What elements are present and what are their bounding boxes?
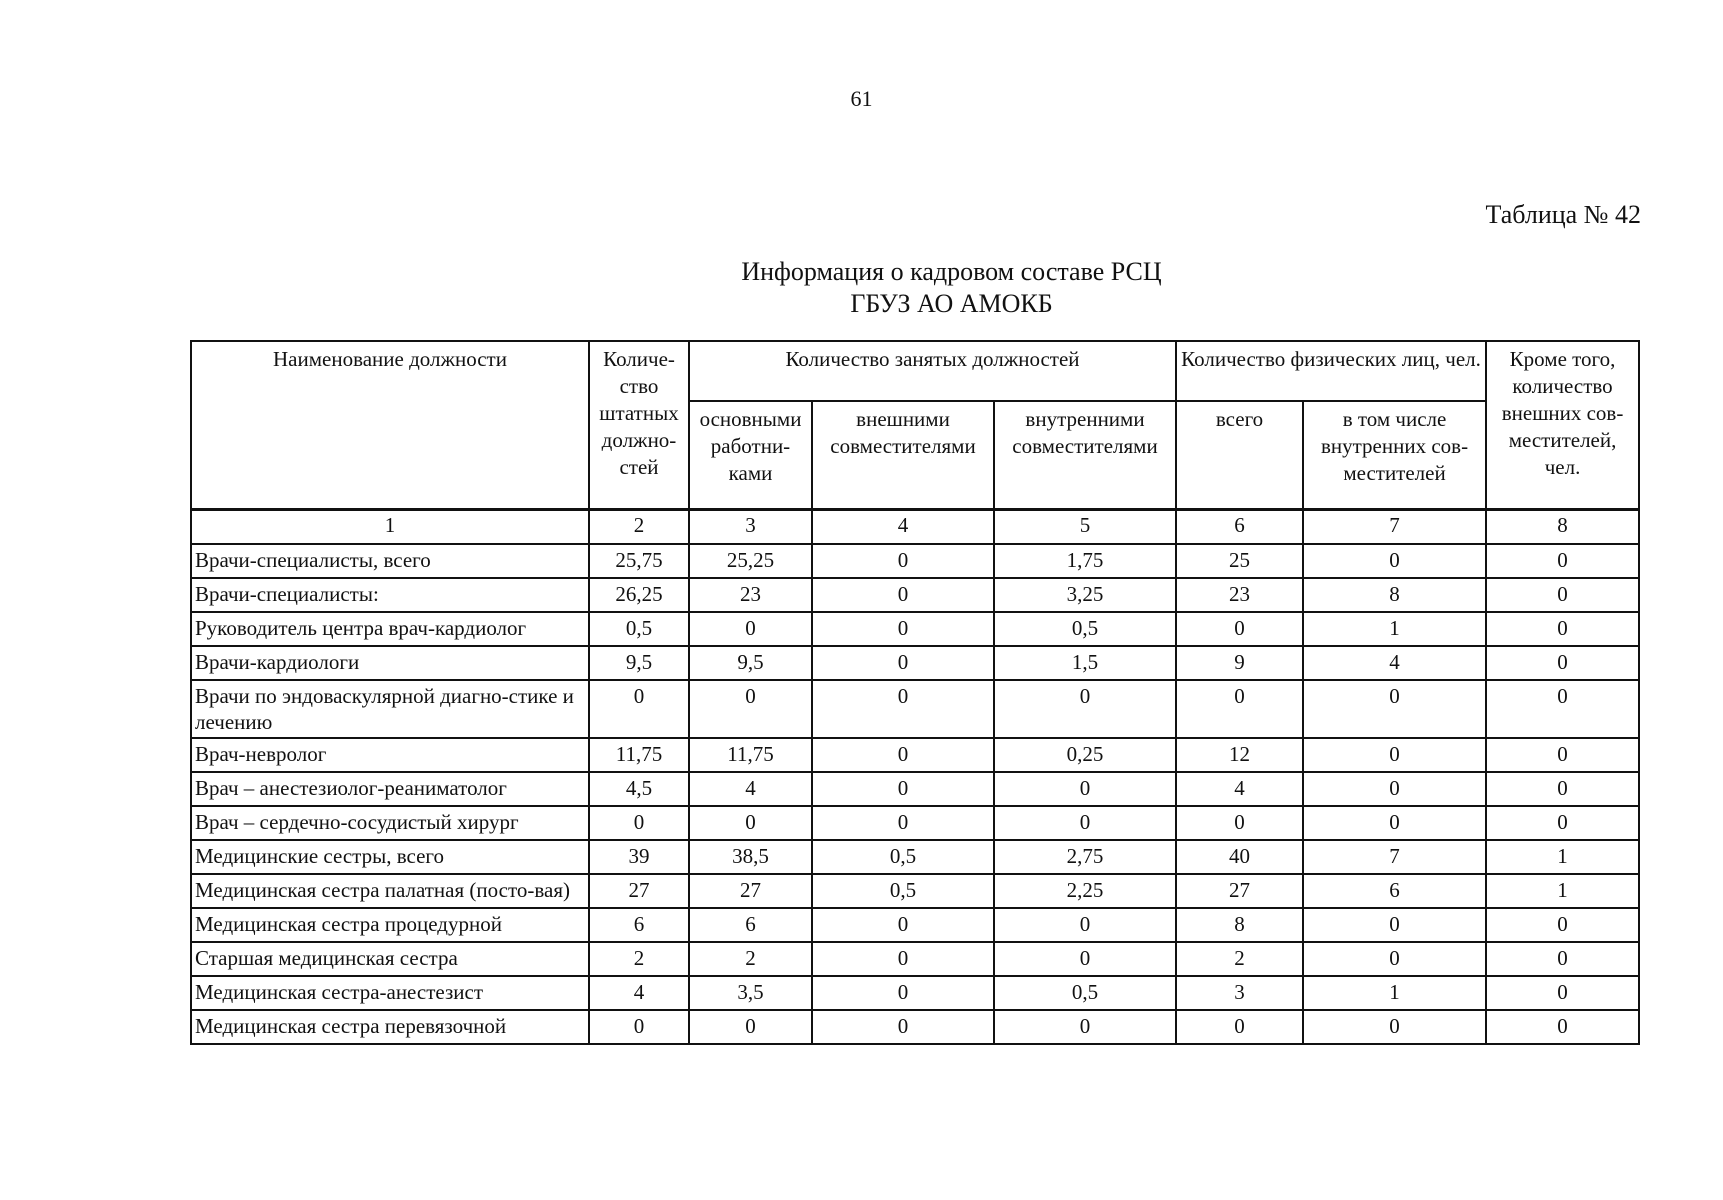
value-cell-c8: 0 — [1486, 976, 1639, 1010]
table-row — [191, 840, 1639, 874]
table-row — [191, 738, 1639, 772]
table-body — [191, 544, 1639, 1044]
value-cell-c3: 6 — [689, 908, 812, 942]
value-cell-c6: 0 — [1176, 612, 1303, 646]
header-occupied-external: внешними совместителями — [812, 401, 994, 510]
table-row — [191, 942, 1639, 976]
position-name-cell: Врачи-специалисты, всего — [191, 544, 589, 578]
value-cell-c5: 0,5 — [994, 612, 1176, 646]
table-label: Таблица № 42 — [1485, 200, 1641, 229]
value-cell-c7: 7 — [1303, 840, 1486, 874]
header-occupied-positions: Количество занятых должностей — [689, 341, 1176, 401]
value-cell-c5: 0 — [994, 680, 1176, 738]
header-extra-external: Кроме того, количество внешних сов-местителей, чел. — [1486, 341, 1639, 510]
value-cell-c6: 2 — [1176, 942, 1303, 976]
value-cell-c6: 23 — [1176, 578, 1303, 612]
value-cell-c7: 0 — [1303, 806, 1486, 840]
column-number: 4 — [812, 510, 994, 545]
value-cell-c7: 6 — [1303, 874, 1486, 908]
value-cell-c4: 0 — [812, 646, 994, 680]
value-cell-c2: 11,75 — [589, 738, 689, 772]
table-row — [191, 646, 1639, 680]
value-cell-c3: 4 — [689, 772, 812, 806]
header-staff-positions: Количе-ство штатных должно-стей — [589, 341, 689, 510]
column-number: 2 — [589, 510, 689, 545]
value-cell-c3: 23 — [689, 578, 812, 612]
value-cell-c5: 0 — [994, 806, 1176, 840]
value-cell-c4: 0 — [812, 612, 994, 646]
value-cell-c2: 0 — [589, 806, 689, 840]
value-cell-c6: 0 — [1176, 680, 1303, 738]
document-title — [0, 256, 1723, 320]
value-cell-c6: 4 — [1176, 772, 1303, 806]
value-cell-c2: 0 — [589, 680, 689, 738]
value-cell-c3: 0 — [689, 680, 812, 738]
value-cell-c8: 0 — [1486, 772, 1639, 806]
value-cell-c6: 0 — [1176, 1010, 1303, 1044]
column-number: 6 — [1176, 510, 1303, 545]
value-cell-c7: 0 — [1303, 908, 1486, 942]
value-cell-c3: 25,25 — [689, 544, 812, 578]
value-cell-c5: 1,75 — [994, 544, 1176, 578]
value-cell-c7: 0 — [1303, 772, 1486, 806]
value-cell-c4: 0 — [812, 578, 994, 612]
column-number: 7 — [1303, 510, 1486, 545]
value-cell-c3: 11,75 — [689, 738, 812, 772]
value-cell-c8: 1 — [1486, 874, 1639, 908]
value-cell-c4: 0 — [812, 976, 994, 1010]
value-cell-c6: 8 — [1176, 908, 1303, 942]
column-number: 1 — [191, 510, 589, 545]
value-cell-c8: 0 — [1486, 646, 1639, 680]
column-number: 5 — [994, 510, 1176, 545]
column-number: 3 — [689, 510, 812, 545]
table-row — [191, 612, 1639, 646]
value-cell-c5: 1,5 — [994, 646, 1176, 680]
header-persons-total: всего — [1176, 401, 1303, 510]
position-name-cell: Врач – сердечно-сосудистый хирург — [191, 806, 589, 840]
value-cell-c8: 0 — [1486, 738, 1639, 772]
value-cell-c2: 2 — [589, 942, 689, 976]
value-cell-c7: 0 — [1303, 680, 1486, 738]
staff-table — [190, 340, 1640, 1045]
position-name-cell: Врачи по эндоваскулярной диагно-стике и лечению — [191, 680, 589, 738]
value-cell-c3: 0 — [689, 612, 812, 646]
value-cell-c2: 0,5 — [589, 612, 689, 646]
value-cell-c3: 2 — [689, 942, 812, 976]
position-name-cell: Медицинская сестра перевязочной — [191, 1010, 589, 1044]
title-line-1: Информация о кадровом составе РСЦ — [741, 257, 1162, 286]
value-cell-c6: 25 — [1176, 544, 1303, 578]
value-cell-c3: 0 — [689, 1010, 812, 1044]
value-cell-c2: 26,25 — [589, 578, 689, 612]
value-cell-c6: 9 — [1176, 646, 1303, 680]
value-cell-c5: 0 — [994, 1010, 1176, 1044]
value-cell-c8: 1 — [1486, 840, 1639, 874]
value-cell-c2: 4 — [589, 976, 689, 1010]
position-name-cell: Врач – анестезиолог-реаниматолог — [191, 772, 589, 806]
header-physical-persons: Количество физических лиц, чел. — [1176, 341, 1486, 401]
table-row — [191, 680, 1639, 738]
value-cell-c8: 0 — [1486, 1010, 1639, 1044]
value-cell-c5: 2,25 — [994, 874, 1176, 908]
value-cell-c4: 0 — [812, 772, 994, 806]
header-occupied-internal: внутренними совместителями — [994, 401, 1176, 510]
header-persons-internal: в том числе внутренних сов-местителей — [1303, 401, 1486, 510]
value-cell-c4: 0 — [812, 942, 994, 976]
table-row — [191, 772, 1639, 806]
column-number: 8 — [1486, 510, 1639, 545]
value-cell-c6: 12 — [1176, 738, 1303, 772]
value-cell-c2: 0 — [589, 1010, 689, 1044]
value-cell-c2: 39 — [589, 840, 689, 874]
value-cell-c5: 0 — [994, 772, 1176, 806]
header-occupied-main: основными работни-ками — [689, 401, 812, 510]
table-row — [191, 806, 1639, 840]
value-cell-c7: 0 — [1303, 942, 1486, 976]
value-cell-c4: 0 — [812, 806, 994, 840]
value-cell-c2: 9,5 — [589, 646, 689, 680]
value-cell-c7: 0 — [1303, 1010, 1486, 1044]
header-position-name: Наименование должности — [191, 341, 589, 510]
value-cell-c3: 9,5 — [689, 646, 812, 680]
value-cell-c3: 0 — [689, 806, 812, 840]
value-cell-c8: 0 — [1486, 806, 1639, 840]
value-cell-c2: 4,5 — [589, 772, 689, 806]
value-cell-c4: 0,5 — [812, 874, 994, 908]
value-cell-c2: 25,75 — [589, 544, 689, 578]
title-line-2: ГБУЗ АО АМОКБ — [850, 289, 1053, 318]
value-cell-c5: 2,75 — [994, 840, 1176, 874]
position-name-cell: Медицинская сестра-анестезист — [191, 976, 589, 1010]
column-number-row — [191, 510, 1639, 545]
table-row — [191, 1010, 1639, 1044]
value-cell-c5: 0 — [994, 908, 1176, 942]
value-cell-c8: 0 — [1486, 908, 1639, 942]
position-name-cell: Старшая медицинская сестра — [191, 942, 589, 976]
table-row — [191, 976, 1639, 1010]
value-cell-c4: 0 — [812, 1010, 994, 1044]
table-row — [191, 908, 1639, 942]
value-cell-c7: 0 — [1303, 738, 1486, 772]
value-cell-c7: 0 — [1303, 544, 1486, 578]
value-cell-c3: 27 — [689, 874, 812, 908]
value-cell-c7: 4 — [1303, 646, 1486, 680]
value-cell-c4: 0 — [812, 738, 994, 772]
value-cell-c6: 0 — [1176, 806, 1303, 840]
value-cell-c7: 1 — [1303, 612, 1486, 646]
value-cell-c8: 0 — [1486, 578, 1639, 612]
value-cell-c7: 1 — [1303, 976, 1486, 1010]
value-cell-c5: 0,25 — [994, 738, 1176, 772]
value-cell-c6: 3 — [1176, 976, 1303, 1010]
table-row — [191, 874, 1639, 908]
value-cell-c8: 0 — [1486, 544, 1639, 578]
value-cell-c8: 0 — [1486, 612, 1639, 646]
position-name-cell: Руководитель центра врач-кардиолог — [191, 612, 589, 646]
value-cell-c6: 27 — [1176, 874, 1303, 908]
value-cell-c7: 8 — [1303, 578, 1486, 612]
value-cell-c2: 6 — [589, 908, 689, 942]
position-name-cell: Медицинская сестра процедурной — [191, 908, 589, 942]
value-cell-c4: 0 — [812, 544, 994, 578]
value-cell-c2: 27 — [589, 874, 689, 908]
value-cell-c4: 0 — [812, 908, 994, 942]
value-cell-c8: 0 — [1486, 680, 1639, 738]
value-cell-c5: 3,25 — [994, 578, 1176, 612]
value-cell-c3: 3,5 — [689, 976, 812, 1010]
table-row — [191, 544, 1639, 578]
page-number: 61 — [850, 86, 873, 111]
position-name-cell: Медицинские сестры, всего — [191, 840, 589, 874]
position-name-cell: Медицинская сестра палатная (посто-вая) — [191, 874, 589, 908]
value-cell-c6: 40 — [1176, 840, 1303, 874]
value-cell-c3: 38,5 — [689, 840, 812, 874]
value-cell-c8: 0 — [1486, 942, 1639, 976]
table-row — [191, 578, 1639, 612]
value-cell-c5: 0,5 — [994, 976, 1176, 1010]
value-cell-c4: 0,5 — [812, 840, 994, 874]
value-cell-c5: 0 — [994, 942, 1176, 976]
position-name-cell: Врач-невролог — [191, 738, 589, 772]
value-cell-c4: 0 — [812, 680, 994, 738]
position-name-cell: Врачи-специалисты: — [191, 578, 589, 612]
position-name-cell: Врачи-кардиологи — [191, 646, 589, 680]
